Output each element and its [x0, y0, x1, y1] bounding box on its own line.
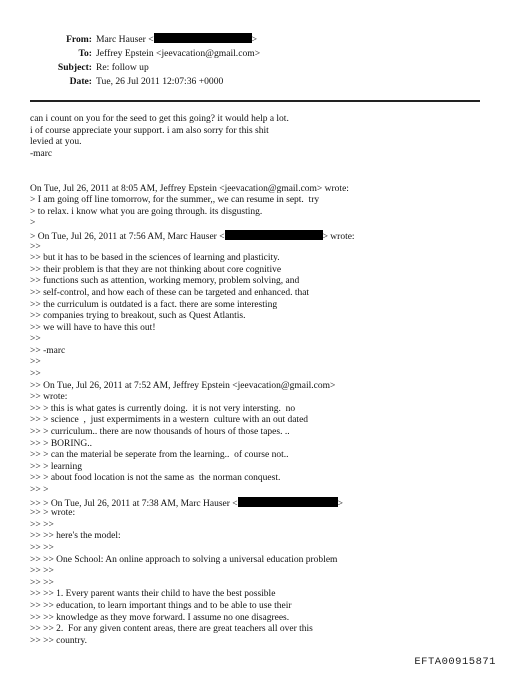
body-line: >> the curriculum is outdated is a fact. there are some interesting: [30, 299, 278, 310]
date-value: Tue, 26 Jul 2011 12:07:36 +0000: [96, 76, 224, 87]
body-line: >> their problem is that they are not thinking about core cognitive: [30, 264, 282, 275]
body-line: levied at you.: [30, 137, 82, 148]
body-line: >> >> education, to learn important things and to be able to use their: [30, 600, 292, 611]
body-line: >> >> here's the model:: [30, 531, 121, 542]
body-line: >> we will have to have this out!: [30, 322, 156, 333]
body-line: >> companies trying to breakout, such as Quest Atlantis.: [30, 311, 246, 322]
from-name: Marc Hauser <: [96, 34, 154, 45]
header-divider: [30, 100, 480, 102]
body-line: >>: [30, 369, 41, 380]
redaction-bar: [238, 497, 338, 507]
body-line: i of course appreciate your support. i am also sorry for this shit: [30, 125, 269, 136]
body-line: >> >> 1. Every parent wants their child to have the best possible: [30, 589, 276, 600]
to-value: Jeffrey Epstein <jeevacation@gmail.com>: [96, 48, 261, 59]
body-line: -marc: [30, 148, 53, 159]
date-label: Date:: [69, 76, 92, 87]
body-line: >> but it has to be based in the sciences of learning and plasticity.: [30, 253, 280, 264]
body-line: >> > learning: [30, 461, 82, 472]
body-line: >: [30, 218, 36, 229]
body-line: >> self-control, and how each of these can be targeted and enhanced. that: [30, 287, 310, 298]
body-line: >> wrote:: [30, 392, 68, 403]
body-line: >> > BORING..: [30, 438, 92, 449]
body-line: >> > curriculum.. there are now thousands of hours of those tapes. ..: [30, 427, 290, 438]
body-line: >> -marc: [30, 345, 66, 356]
body-line: > I am going off line tomorrow, for the summer,, we can resume in sept. try: [30, 195, 320, 206]
to-label: To:: [78, 48, 92, 59]
body-line: [30, 172, 490, 184]
body-line: >>: [30, 334, 41, 345]
subject-label: Subject:: [57, 62, 92, 73]
redaction-bar: [154, 33, 252, 43]
subject-value: Re: follow up: [96, 62, 149, 73]
body-line: >>: [30, 241, 41, 252]
body-line: >> >> 2. For any given content areas, there are great teachers all over this: [30, 624, 313, 635]
body-line: can i count on you for the seed to get this going? it would help a lot.: [30, 114, 289, 124]
body-line: > On Tue, Jul 26, 2011 at 7:56 AM, Marc Hauser < > wrote:: [30, 231, 355, 242]
body-line: >> > wrote:: [30, 508, 76, 519]
body-line: >> > about food location is not the same as the norman conquest.: [30, 473, 281, 484]
body-line: >> >>: [30, 519, 54, 530]
body-line: >> functions such as attention, working memory, problem solving, and: [30, 276, 300, 287]
body-line: >>: [30, 357, 41, 368]
from-tail: >: [251, 34, 258, 45]
redaction-bar: [225, 230, 323, 240]
body-line: >> >> country.: [30, 635, 87, 646]
body-line: >> > this is what gates is currently doing. it is not very intersting. no: [30, 403, 296, 414]
body-line: On Tue, Jul 26, 2011 at 8:05 AM, Jeffrey Epstein <jeevacation@gmail.com> wrote:: [30, 183, 349, 194]
body-line: >> On Tue, Jul 26, 2011 at 7:52 AM, Jeffrey Epstein <jeevacation@gmail.com>: [30, 380, 336, 391]
body-line: >> > science , just expermiments in a western culture with an out dated: [30, 415, 309, 426]
body-line: >> >>: [30, 566, 54, 577]
body-line: > to relax. i know what you are going through. its disgusting.: [30, 206, 263, 217]
body-line: >> > On Tue, Jul 26, 2011 at 7:38 AM, Marc Hauser < >: [30, 498, 344, 509]
body-line: >> >> One School: An online approach to solving a universal education problem: [30, 554, 338, 565]
email-body: [30, 114, 490, 647]
body-line: >> >>: [30, 542, 54, 553]
from-value: [96, 33, 257, 47]
body-line: >> > can the material be seperate from the learning.. of course not..: [30, 450, 289, 461]
body-line: >> >> knowledge as they move forward. I assume no one disagrees.: [30, 612, 290, 623]
from-label: From:: [66, 34, 92, 45]
document-id: EFTA00915871: [414, 656, 496, 668]
body-line: [30, 160, 490, 172]
body-line: >> >: [30, 485, 49, 495]
body-line: >> >>: [30, 577, 54, 588]
